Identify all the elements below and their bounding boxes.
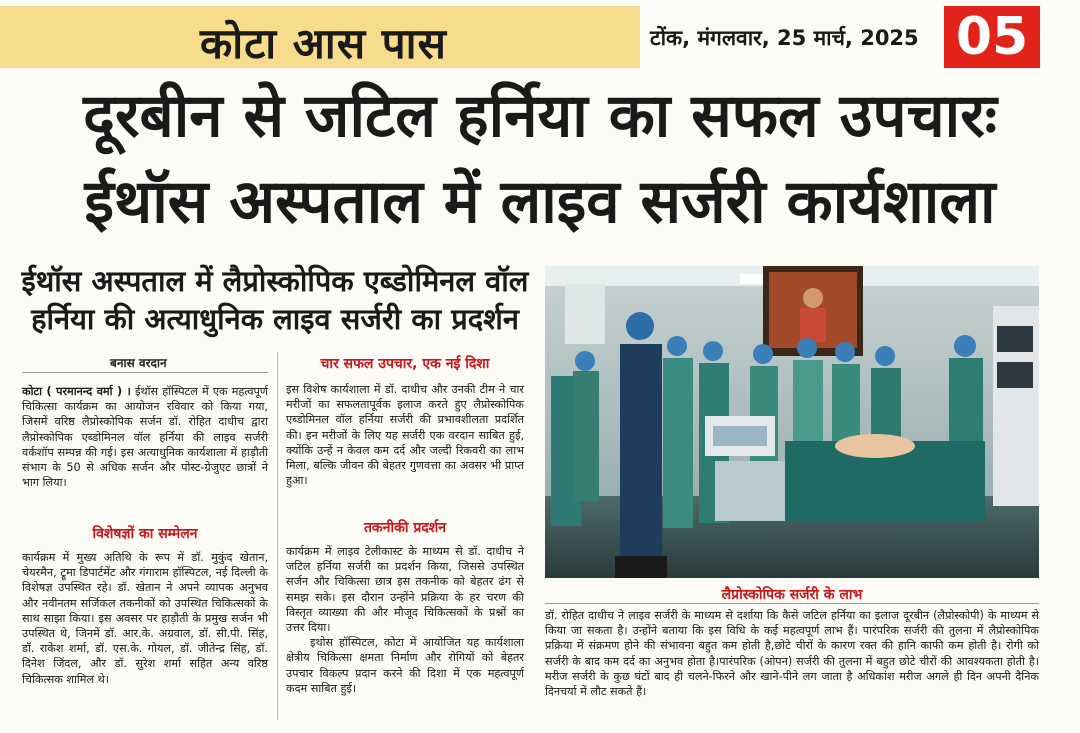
caption-paragraph: डॉ. रोहित दाधीच ने लाइव सर्जरी के माध्यम से दर्शाया कि कैसे जटिल हर्निया का इलाज दूरबीन (लैप्रोस्कोपी) के माध्यम से किया जा सकता है। उन्होंने बताया कि इस विधि के कई महत्वपूर्ण लाभ हैं। पारंपरिक सर्जरी की तुलना में लैप्रोस्कोपिक प्रक्रिया में संक्रमण होने की संभावना बहुत कम होती है,छोटे चीरों के कारण रक्त की हानि काफी कम होती है। रोगी को सर्जरी के बाद कम दर्द का अनुभव होता है।पारंपरिक (ओपन) सर्जरी की तुलना में बहुत छोटे चीरों की आवश्यकता होती है। मरीज सर्जरी के कुछ घंटों बाद ही चलने-फिरने और खाने-पीने लग जाता है अधिकांश मरीज अगले ही दिन अपनी दैनिक दिनचर्या में लौट सकते हैं। (545, 609, 1039, 699)
operating-room-image (545, 266, 1039, 578)
technical-demo-paragraph-2: इथोस हॉस्पिटल, कोटा में आयोजित यह कार्यशाला क्षेत्रीय चिकित्सा क्षमता निर्माण और रोगियों को बेहतर उपचार विकल्प प्रदान करने की दिशा में एक महत्वपूर्ण कदम साबित हुई। (286, 636, 524, 695)
page-bottom-edge (0, 722, 1080, 733)
source-credit: बनास वरदान (110, 356, 167, 370)
subheadline: ईथॉस अस्पताल में लैप्रोस्कोपिक एब्डोमिनल वॉल हर्निया की अत्याधुनिक लाइव सर्जरी का प्रदर्शन (21, 264, 529, 336)
column-divider (277, 352, 278, 720)
section-title-experts: विशेषज्ञों का सम्मेलन (92, 526, 198, 542)
dateline-lead: कोटा ( परमानन्द वर्मा ) । (22, 385, 131, 398)
caption-title: लैप्रोस्कोपिक सर्जरी के लाभ (721, 587, 863, 603)
section-banner (0, 6, 640, 68)
intro-text: ईथॉस हॉस्पिटल में एक महत्वपूर्ण चिकित्सा कार्यक्रम का आयोजन रविवार को किया गया, जिसमें वरिष्ठ लैप्रोस्कोपिक सर्जन डॉ. रोहित दाधीच द्वारा लैप्रोस्कोपिक एब्डोमिनल वॉल हर्निया की लाइव सर्जरी वर्कशॉप सम्पन्न की गई। इस अत्याधुनिक कार्यशाला में हाड़ौती संभाग के 50 से अधिक सर्जन और पोस्ट-ग्रेजुएट छात्रों ने भाग लिया। (22, 385, 268, 490)
headline-line-1: दूरबीन से जटिल हर्निया का सफल उपचारः (83, 81, 997, 151)
intro-paragraph (22, 384, 268, 490)
technical-demo-text (286, 544, 524, 696)
dateline: टोंक, मंगलवार, 25 मार्च, 2025 (650, 26, 919, 50)
section-title: कोटा आस पास (200, 19, 447, 68)
divider (22, 372, 268, 373)
headline-line-2: ईथॉस अस्पताल में लाइव सर्जरी कार्यशाला (84, 167, 996, 237)
four-treatments-paragraph: इस विशेष कार्यशाला में डॉ. दाधीच और उनकी टीम ने चार मरीजों का सफलतापूर्वक इलाज करते हुए लैप्रोस्कोपिक एब्डोमिनल वॉल हर्निया सर्जरी की प्रभावशीलता प्रदर्शित की। इन मरीजों के लिए यह सर्जरी एक वरदान साबित हुई, क्योंकि उन्हें न केवल कम दर्द और जल्दी रिकवरी का लाभ मिला, बल्कि जीवन की बेहतर गुणवत्ता का अवसर भी प्राप्त हुआ। (286, 383, 524, 488)
caption-divider (545, 603, 1039, 604)
experts-paragraph: कार्यक्रम में मुख्य अतिथि के रूप में डॉ. मुकुंद खेतान, चेयरमैन, ट्रूमा डिपार्टमेंट और गंगाराम हॉस्पिटल, नई दिल्ली के विशेषज्ञ उपस्थित रहे। डॉ. खेतान ने अपने व्यापक अनुभव और नवीनतम सर्जिकल तकनीकों को उपस्थित चिकित्सकों के साथ साझा किया। इस अवसर पर हाड़ौती के प्रमुख सर्जन भी उपस्थित थे, जिनमें डॉ. आर.के. अग्रवाल, डॉ. सी.पी. सिंह, डॉ. राकेश शर्मा, डॉ. एस.के. गोयल, डॉ. जीतेन्द्र सिंह, डॉ. दिनेश जिंदल, और डॉ. सुरेश शर्मा सहित अन्य वरिष्ठ चिकित्सक शामिल थे। (22, 551, 268, 686)
technical-demo-paragraph-1: कार्यक्रम में लाइव टेलीकास्ट के माध्यम से डॉ. दाधीच ने जटिल हर्निया सर्जरी का प्रदर्शन किया, जिससे उपस्थित सर्जन और चिकित्सा छात्र इस तकनीक को बेहतर ढंग से समझ सके। इस दौरान उन्होंने प्रक्रिया के हर चरण की विस्तृत व्याख्या की और मौजूद चिकित्सकों के प्रश्नों का उत्तर दिया। (286, 545, 524, 635)
page-number: 05 (944, 6, 1040, 68)
page-header (0, 0, 1080, 72)
section-title-technical-demo: तकनीकी प्रदर्शन (363, 520, 447, 536)
surgery-photo (545, 266, 1039, 578)
section-title-four-treatments: चार सफल उपचार, एक नई दिशा (320, 356, 490, 372)
